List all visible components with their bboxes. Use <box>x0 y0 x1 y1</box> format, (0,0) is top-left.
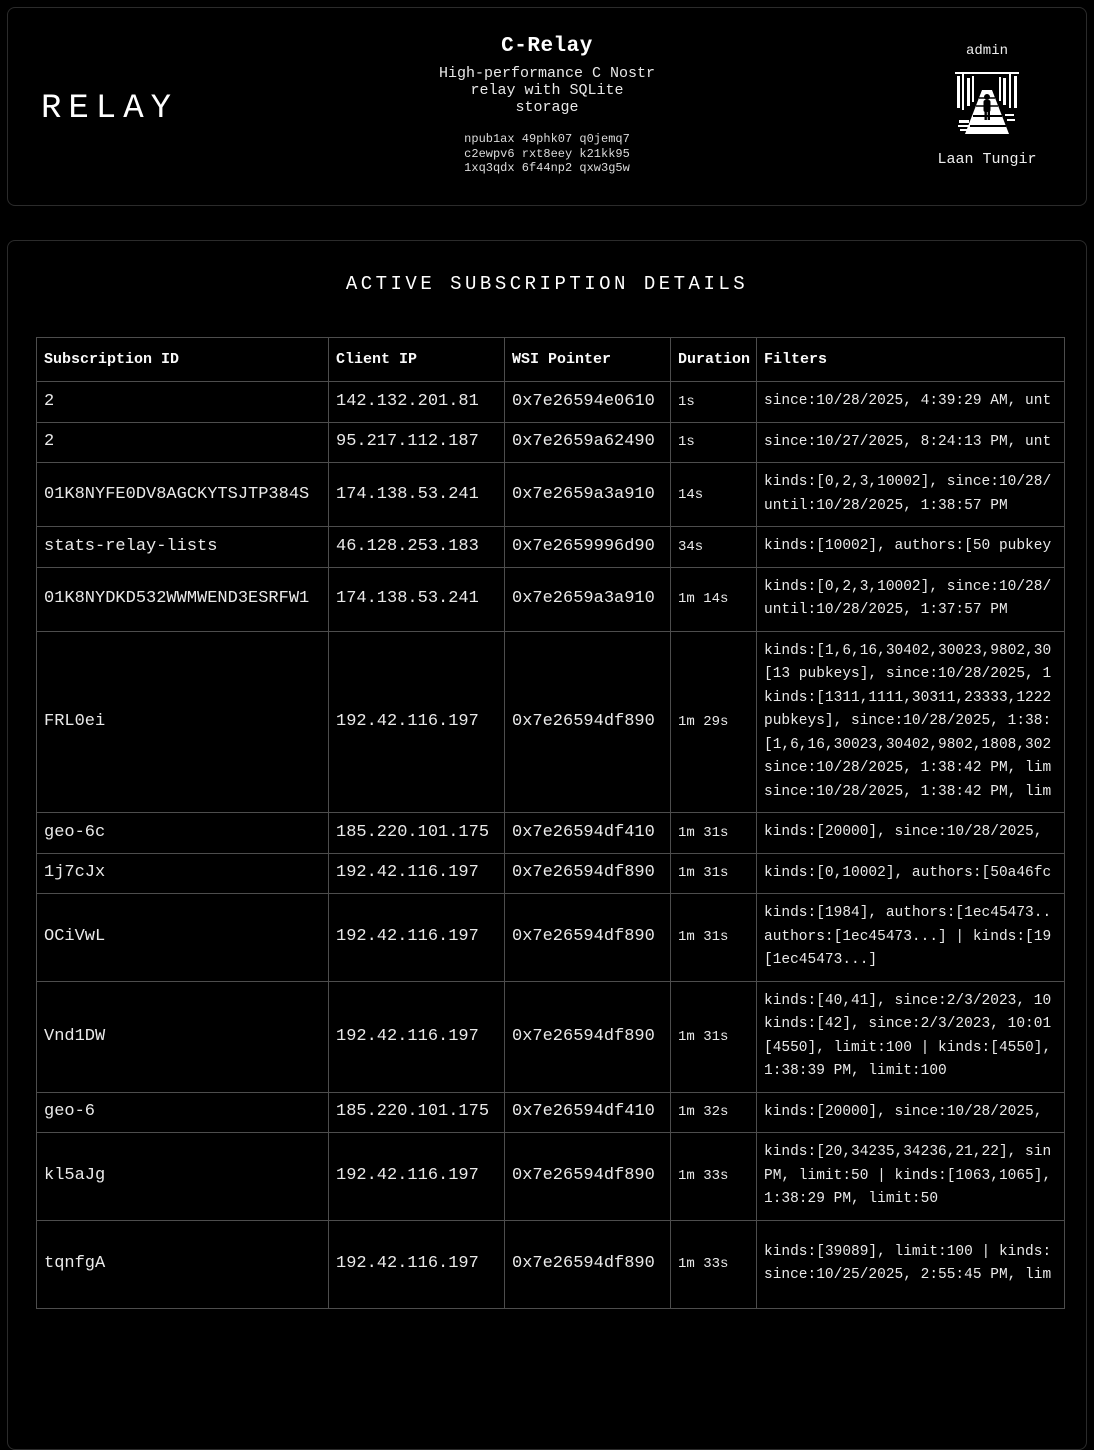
relay-header-card <box>7 7 1087 206</box>
cell-subscription-id: kl5aJg <box>37 1133 329 1221</box>
cell-wsi-pointer: 0x7e2659a3a910 <box>505 567 671 631</box>
column-header: Client IP <box>329 338 505 382</box>
table-row <box>37 382 1065 423</box>
cell-filters <box>757 422 1065 463</box>
filter-line: 1:38:39 PM, limit:100 <box>764 1063 947 1079</box>
table-row <box>37 567 1065 631</box>
cell-filters <box>757 894 1065 982</box>
filter-line: kinds:[1984], authors:[1ec45473.. <box>764 905 1052 921</box>
filter-line: since:10/28/2025, 1:38:42 PM, lim <box>764 783 1052 800</box>
cell-wsi-pointer: 0x7e26594df410 <box>505 1092 671 1133</box>
cell-filters <box>757 1133 1065 1221</box>
filter-line: [13 pubkeys], since:10/28/2025, 1 <box>764 666 1052 682</box>
admin-label: admin <box>965 43 1008 59</box>
cell-filters <box>757 382 1065 423</box>
cell-wsi-pointer: 0x7e26594df890 <box>505 894 671 982</box>
filter-line: kinds:[39089], limit:100 | kinds: <box>764 1243 1052 1260</box>
cell-duration: 1m 31s <box>671 981 757 1092</box>
cell-subscription-id: OCiVwL <box>37 894 329 982</box>
filter-line: [4550], limit:100 | kinds:[4550], <box>764 1039 1052 1056</box>
cell-subscription-id: geo-6 <box>37 1092 329 1133</box>
cell-duration: 1s <box>671 422 757 463</box>
cell-client-ip: 192.42.116.197 <box>329 631 505 813</box>
relay-info <box>337 35 757 176</box>
table-row <box>37 463 1065 527</box>
cell-client-ip: 192.42.116.197 <box>329 1133 505 1221</box>
cell-client-ip: 142.132.201.81 <box>329 382 505 423</box>
filter-line: until:10/28/2025, 1:37:57 PM <box>764 602 1008 618</box>
cell-filters <box>757 1092 1065 1133</box>
filter-line: kinds:[40,41], since:2/3/2023, 10 <box>764 992 1052 1009</box>
subscriptions-card <box>7 240 1087 1450</box>
relay-subtitle-line: relay with SQLite <box>470 82 624 99</box>
cell-wsi-pointer: 0x7e26594e0610 <box>505 382 671 423</box>
relay-npub <box>337 132 757 176</box>
cell-wsi-pointer: 0x7e26594df890 <box>505 1133 671 1221</box>
cell-client-ip: 192.42.116.197 <box>329 853 505 894</box>
section-title: ACTIVE SUBSCRIPTION DETAILS <box>345 273 749 295</box>
cell-duration: 1m 31s <box>671 853 757 894</box>
filter-line: since:10/27/2025, 8:24:13 PM, unt <box>764 433 1052 450</box>
table-row <box>37 813 1065 854</box>
relay-logo: RELAY <box>41 90 179 128</box>
table-row <box>37 527 1065 568</box>
filter-line: until:10/28/2025, 1:38:57 PM <box>764 497 1008 514</box>
cell-wsi-pointer: 0x7e26594df890 <box>505 853 671 894</box>
cell-subscription-id: 1j7cJx <box>37 853 329 894</box>
filter-line: kinds:[1311,1111,30311,23333,1222 <box>764 689 1052 706</box>
cell-client-ip: 95.217.112.187 <box>329 422 505 463</box>
table-row <box>37 894 1065 982</box>
filter-line: 1:38:29 PM, limit:50 <box>764 1191 939 1207</box>
filter-line: since:10/25/2025, 2:55:45 PM, lim <box>764 1267 1052 1283</box>
relay-npub-line: 1xq3qdx 6f44np2 qxw3g5w <box>464 161 630 175</box>
relay-title: C-Relay <box>501 35 593 58</box>
filter-line: since:10/28/2025, 1:38:42 PM, lim <box>764 760 1052 776</box>
cell-client-ip: 185.220.101.175 <box>329 813 505 854</box>
cell-client-ip: 192.42.116.197 <box>329 894 505 982</box>
filter-line: PM, limit:50 | kinds:[1063,1065], <box>764 1167 1052 1184</box>
admin-name: Laan Tungir <box>937 151 1037 168</box>
cell-duration: 34s <box>671 527 757 568</box>
admin-block <box>918 43 1056 168</box>
filter-line: authors:[1ec45473...] | kinds:[19 <box>764 928 1052 945</box>
relay-npub-line: npub1ax 49phk07 q0jemq7 <box>464 132 630 146</box>
column-header: WSI Pointer <box>505 338 671 382</box>
table-row <box>37 1220 1065 1308</box>
cell-filters <box>757 631 1065 813</box>
cell-subscription-id: Vnd1DW <box>37 981 329 1092</box>
subscriptions-table <box>36 337 1065 1309</box>
relay-subtitle-line: storage <box>515 99 579 116</box>
cell-filters <box>757 813 1065 854</box>
relay-npub-line: c2ewpv6 rxt8eey k21kk95 <box>464 146 630 161</box>
cell-client-ip: 46.128.253.183 <box>329 527 505 568</box>
cell-client-ip: 192.42.116.197 <box>329 981 505 1092</box>
table-row <box>37 631 1065 813</box>
cell-client-ip: 192.42.116.197 <box>329 1220 505 1308</box>
table-row <box>37 422 1065 463</box>
filter-line: kinds:[10002], authors:[50 pubkey <box>764 538 1052 554</box>
cell-wsi-pointer: 0x7e26594df410 <box>505 813 671 854</box>
cell-wsi-pointer: 0x7e26594df890 <box>505 981 671 1092</box>
cell-wsi-pointer: 0x7e2659a3a910 <box>505 463 671 527</box>
cell-wsi-pointer: 0x7e26594df890 <box>505 631 671 813</box>
cell-client-ip: 174.138.53.241 <box>329 463 505 527</box>
cell-duration: 1m 33s <box>671 1133 757 1221</box>
cell-filters <box>757 463 1065 527</box>
table-row <box>37 1092 1065 1133</box>
cell-filters <box>757 567 1065 631</box>
relay-subtitle-line: High-performance C Nostr <box>438 65 656 82</box>
filter-line: kinds:[20,34235,34236,21,22], sin <box>764 1144 1052 1160</box>
cell-subscription-id: FRL0ei <box>37 631 329 813</box>
cell-wsi-pointer: 0x7e2659a62490 <box>505 422 671 463</box>
cell-duration: 1m 33s <box>671 1220 757 1308</box>
cell-duration: 1m 31s <box>671 894 757 982</box>
cell-subscription-id: geo-6c <box>37 813 329 854</box>
cell-wsi-pointer: 0x7e26594df890 <box>505 1220 671 1308</box>
filter-line: kinds:[0,2,3,10002], since:10/28/ <box>764 474 1052 490</box>
column-header: Subscription ID <box>37 338 329 382</box>
table-header-row <box>37 338 1065 382</box>
filter-line: kinds:[0,2,3,10002], since:10/28/ <box>764 578 1052 595</box>
cell-subscription-id: 01K8NYDKD532WWMWEND3ESRFW1 <box>37 567 329 631</box>
filter-line: kinds:[1,6,16,30402,30023,9802,30 <box>764 642 1052 659</box>
cell-duration: 1m 14s <box>671 567 757 631</box>
table-row <box>37 853 1065 894</box>
column-header: Duration <box>671 338 757 382</box>
filter-line: kinds:[20000], since:10/28/2025, <box>764 824 1043 840</box>
filter-line: since:10/28/2025, 4:39:29 AM, unt <box>764 393 1052 409</box>
cell-subscription-id: 2 <box>37 422 329 463</box>
filter-line: [1ec45473...] <box>764 952 878 968</box>
filter-line: [1,6,16,30023,30402,9802,1808,302 <box>764 736 1052 753</box>
cell-client-ip: 174.138.53.241 <box>329 567 505 631</box>
cell-filters <box>757 1220 1065 1308</box>
cell-duration: 1m 31s <box>671 813 757 854</box>
cell-client-ip: 185.220.101.175 <box>329 1092 505 1133</box>
table-row <box>37 981 1065 1092</box>
cell-subscription-id: 01K8NYFE0DV8AGCKYTSJTP384S <box>37 463 329 527</box>
filter-line: kinds:[0,10002], authors:[50a46fc <box>764 864 1052 881</box>
cell-filters <box>757 853 1065 894</box>
cell-filters <box>757 981 1065 1092</box>
filter-line: kinds:[42], since:2/3/2023, 10:01 <box>764 1016 1052 1032</box>
relay-subtitle <box>337 65 757 116</box>
admin-portrait-image <box>955 70 1019 134</box>
cell-subscription-id: stats-relay-lists <box>37 527 329 568</box>
cell-wsi-pointer: 0x7e2659996d90 <box>505 527 671 568</box>
filter-line: kinds:[20000], since:10/28/2025, <box>764 1103 1043 1120</box>
cell-duration: 1m 32s <box>671 1092 757 1133</box>
cell-subscription-id: tqnfgA <box>37 1220 329 1308</box>
cell-subscription-id: 2 <box>37 382 329 423</box>
column-header: Filters <box>757 338 1065 382</box>
cell-duration: 14s <box>671 463 757 527</box>
filter-line: pubkeys], since:10/28/2025, 1:38: <box>764 713 1052 729</box>
table-row <box>37 1133 1065 1221</box>
cell-duration: 1m 29s <box>671 631 757 813</box>
cell-duration: 1s <box>671 382 757 423</box>
cell-filters <box>757 527 1065 568</box>
